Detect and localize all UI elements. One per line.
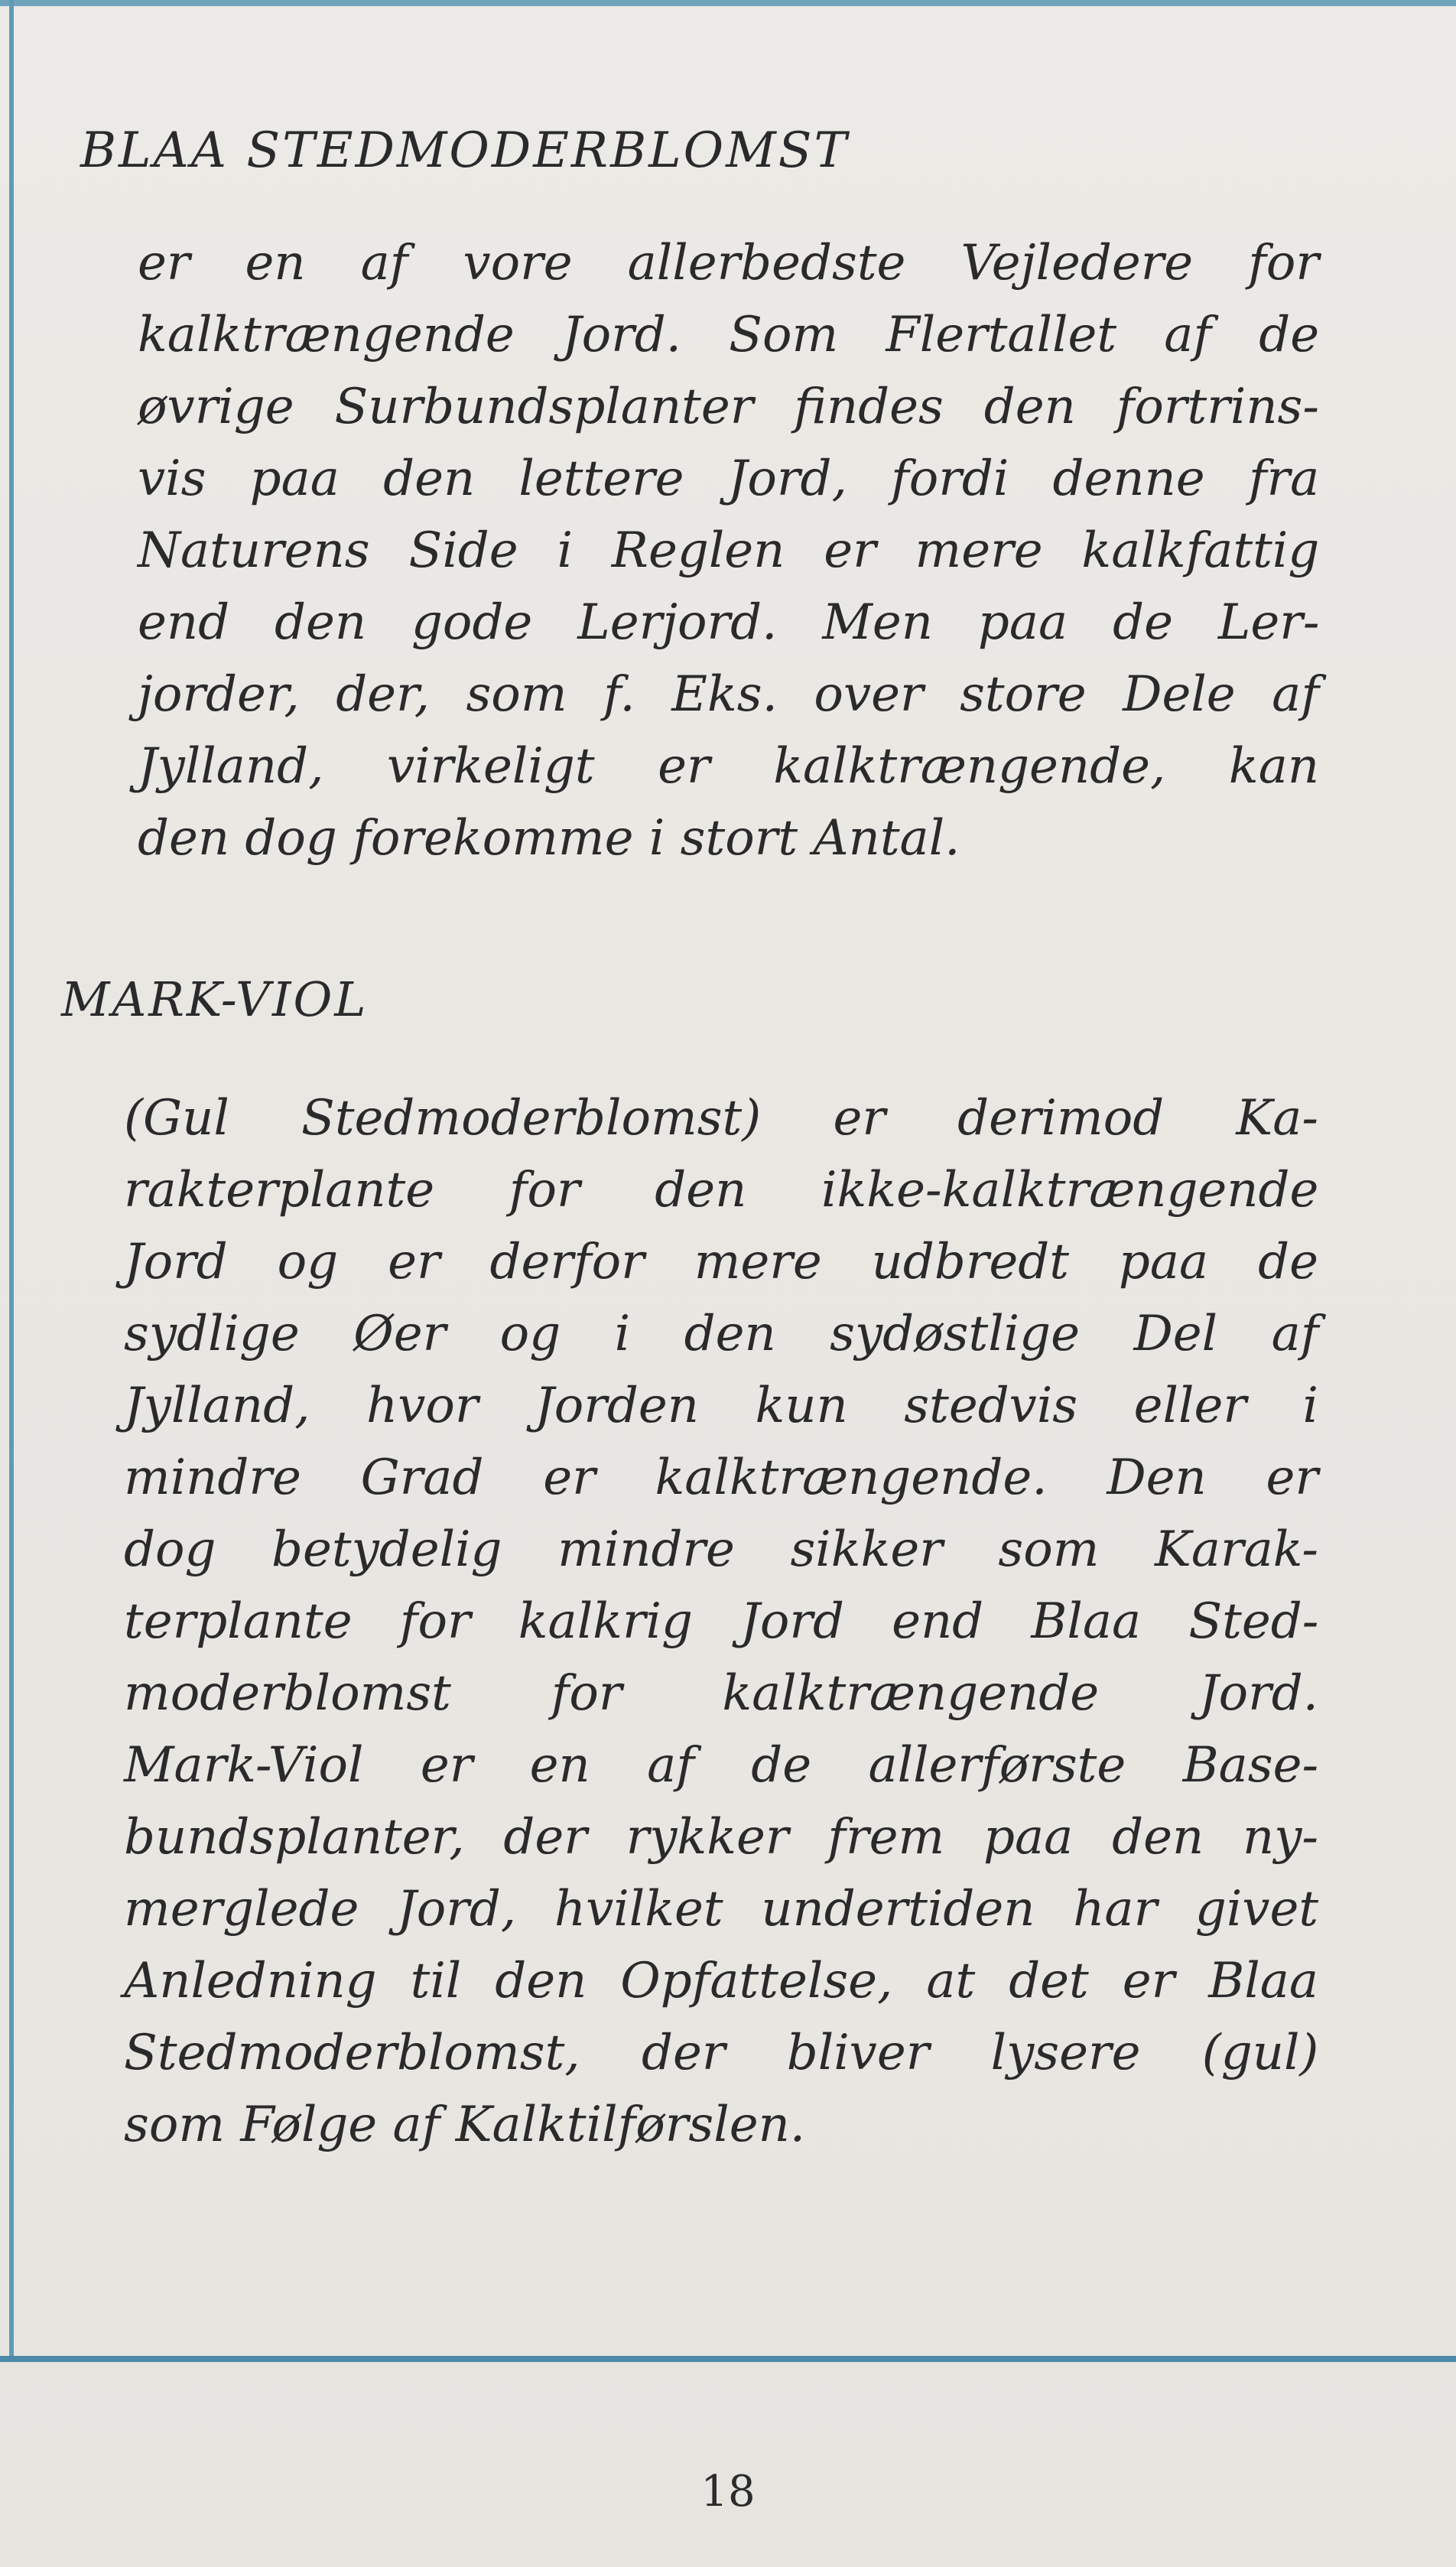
text-line: Naturens Side i Reglen er mere kalkfattig: [138, 522, 1320, 579]
text-line: terplante for kalkrig Jord end Blaa Sted-: [124, 1593, 1319, 1650]
text-line: jorder, der, som f. Eks. over store Dele af: [138, 666, 1319, 723]
text-line: (Gul Stedmoderblomst) er derimod Ka-: [124, 1090, 1318, 1147]
page-number: 18: [700, 2467, 756, 2517]
text-line: dog betydelig mindre sikker som Karak-: [124, 1521, 1318, 1578]
text-line: end den gode Lerjord. Men paa de Ler-: [138, 594, 1320, 651]
text-line: kalktrængende Jord. Som Flertallet af de: [138, 307, 1320, 363]
text-line: den dog forekomme i stort Antal.: [138, 810, 960, 867]
text-line: er en af vore allerbedste Vejledere for: [138, 235, 1319, 291]
text-line: Anledning til den Opfattelse, at det er Blaa: [124, 1953, 1318, 2009]
section-body-blaa-stedmoderblomst: [138, 227, 1319, 874]
text-line: vis paa den lettere Jord, fordi denne fra: [138, 451, 1320, 507]
section-heading-mark-viol: MARK-VIOL: [61, 971, 369, 1027]
section-heading-blaa-stedmoderblomst: BLAA STEDMODERBLOMST: [80, 122, 850, 179]
bottom-border-line: [0, 2356, 1456, 2362]
text-line: Stedmoderblomst, der bliver lysere (gul): [124, 2025, 1319, 2081]
text-line: bundsplanter, der rykker frem paa den ny-: [124, 1809, 1318, 1866]
text-line: merglede Jord, hvilket undertiden har givet: [124, 1881, 1319, 1937]
text-line: som Følge af Kalktilførslen.: [124, 2097, 806, 2153]
section-body-mark-viol: [124, 1082, 1318, 2161]
text-line: rakterplante for den ikke-kalktrængende: [124, 1162, 1319, 1218]
text-line: Mark-Viol er en af de allerførste Base-: [124, 1737, 1319, 1794]
text-line: sydlige Øer og i den sydøstlige Del af: [124, 1306, 1319, 1362]
text-line: Jord og er derfor mere udbredt paa de: [124, 1234, 1318, 1290]
text-line: moderblomst for kalktrængende Jord.: [124, 1665, 1318, 1722]
top-border-line: [0, 0, 1456, 6]
text-line: mindre Grad er kalktrængende. Den er: [124, 1449, 1318, 1506]
text-line: Jylland, virkeligt er kalktrængende, kan: [138, 738, 1320, 795]
text-line: Jylland, hvor Jorden kun stedvis eller i: [124, 1378, 1318, 1434]
text-line: øvrige Surbundsplanter findes den fortrins-: [138, 379, 1319, 435]
left-border-line: [9, 0, 14, 2362]
